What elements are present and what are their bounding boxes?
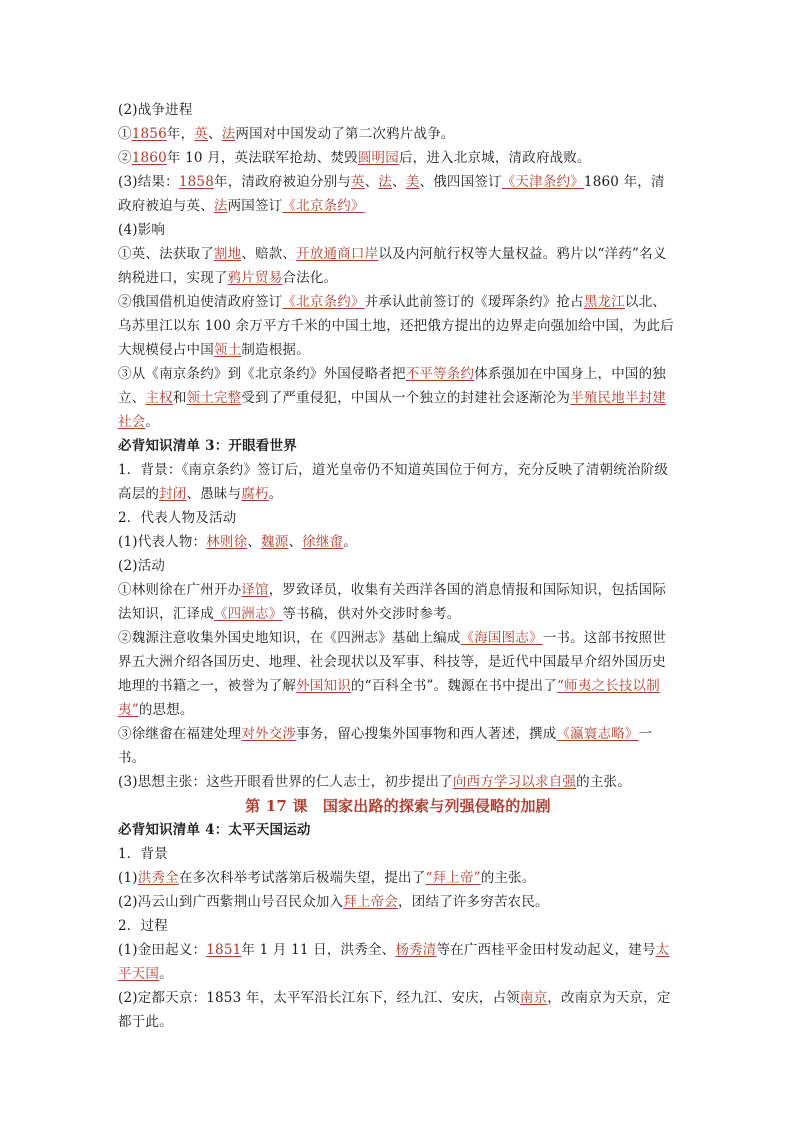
text-run: 第 17 课 国家出路的探索与列强侵略的加剧 bbox=[245, 797, 551, 815]
key-term: 《四洲志》 bbox=[213, 606, 283, 622]
text-run: 、 bbox=[288, 534, 303, 550]
text-run: 、 bbox=[364, 174, 379, 190]
paragraph bbox=[118, 722, 678, 770]
text-run: (2)活动 bbox=[118, 558, 166, 574]
key-term: 太平天国 bbox=[118, 942, 670, 982]
text-run: 、愚昧与 bbox=[186, 486, 242, 502]
text-run: 以及内河航行权等大量权益。鸦片以“洋药”名义纳税进口，实现了 bbox=[118, 246, 667, 286]
key-term: 黑龙江 bbox=[583, 294, 625, 310]
text-run: 的思想。 bbox=[138, 702, 194, 718]
paragraph bbox=[118, 578, 678, 626]
text-run: (1)代表人物： bbox=[118, 534, 207, 550]
paragraph bbox=[118, 554, 678, 578]
text-run: 事务，留心搜集外国事物和西人著述，撰成 bbox=[296, 726, 557, 742]
paragraph bbox=[118, 890, 678, 914]
key-term: 译馆 bbox=[241, 582, 269, 598]
text-run: 年，清政府被迫分别与 bbox=[214, 174, 351, 190]
text-run: ①英、法获取了 bbox=[118, 246, 214, 262]
paragraph bbox=[118, 242, 678, 290]
text-run: ，改南京为天京，定都于此。 bbox=[118, 990, 671, 1030]
paragraph bbox=[118, 938, 678, 986]
key-term: 不平等条约 bbox=[405, 366, 475, 382]
key-term: 《天津条约》 bbox=[501, 174, 584, 190]
text-run: 和 bbox=[172, 390, 187, 406]
key-term: 开放通商口岸 bbox=[296, 246, 379, 262]
text-run: ① bbox=[118, 126, 132, 142]
text-run: (1) bbox=[118, 870, 138, 886]
text-run: 的主张。 bbox=[576, 774, 631, 790]
key-term: 徐继畬 bbox=[302, 534, 344, 550]
paragraph bbox=[118, 122, 678, 146]
text-run: ③从《南京条约》到《北京条约》外国侵略者把 bbox=[118, 366, 406, 382]
text-run: 年， bbox=[166, 126, 195, 142]
text-run: 、俄四国签订 bbox=[419, 174, 502, 190]
text-run: 、 bbox=[247, 534, 262, 550]
text-run: ，团结了许多穷苦农民。 bbox=[398, 894, 549, 910]
key-term: 外国知识 bbox=[296, 678, 351, 694]
key-term: 英 bbox=[194, 126, 208, 142]
text-run: (4)影响 bbox=[118, 222, 166, 238]
key-term: 对外交涉 bbox=[241, 726, 297, 742]
key-term: 法 bbox=[213, 198, 228, 214]
key-term: 封闭 bbox=[159, 486, 187, 502]
key-term: 美 bbox=[405, 174, 420, 190]
text-run: 2．代表人物及活动 bbox=[118, 510, 237, 526]
key-term: 拜上帝会 bbox=[343, 894, 399, 910]
text-run: (2)战争进程 bbox=[118, 102, 193, 118]
paragraph bbox=[118, 626, 678, 722]
paragraph bbox=[118, 290, 678, 362]
key-term: 洪秀全 bbox=[137, 870, 179, 886]
key-term: 鸦片贸易 bbox=[227, 270, 283, 286]
key-term: 领土完整 bbox=[186, 390, 242, 406]
paragraph bbox=[118, 986, 678, 1034]
text-run: 。 bbox=[145, 414, 160, 430]
text-run: 两国签订 bbox=[227, 198, 283, 214]
paragraph bbox=[118, 506, 678, 530]
key-term: 英 bbox=[351, 174, 365, 190]
text-run: 合法化。 bbox=[282, 270, 338, 286]
key-term: 1858 bbox=[178, 174, 214, 190]
paragraph bbox=[118, 362, 678, 434]
text-run: ，罗致译员，收集有关西洋各国的消息情报和国际知识，包括国际法知识，汇译成 bbox=[118, 582, 667, 622]
key-term: 1856 bbox=[131, 126, 167, 142]
text-run: 在多次科举考试落第后极端失望，提出了 bbox=[178, 870, 426, 886]
key-term: 法 bbox=[221, 126, 236, 142]
key-term: 半殖民地半封建社会 bbox=[118, 390, 667, 430]
text-run: 制造根据。 bbox=[241, 342, 310, 358]
key-term: 魏源 bbox=[261, 534, 289, 550]
text-run: ①林则徐在广州开办 bbox=[118, 582, 242, 598]
text-run: (2)定都天京：1853 年，太平军沿长江东下，经九江、安庆，占领 bbox=[118, 990, 520, 1006]
text-run: 的主张。 bbox=[480, 870, 536, 886]
text-run: ②俄国借机迫使清政府签订 bbox=[118, 294, 283, 310]
paragraph bbox=[118, 866, 678, 890]
text-run: 体系强加在中国身上，中国的独立、 bbox=[118, 366, 667, 406]
lesson-title bbox=[118, 794, 678, 818]
text-run: 。 bbox=[268, 486, 283, 502]
text-run: 1．背景：《南京条约》签订后，道光皇帝仍不知道英国位于何方，充分反映了清朝统治阶级高层的 bbox=[118, 462, 669, 502]
text-run: 2．过程 bbox=[118, 918, 168, 934]
key-term: 腐朽 bbox=[241, 486, 269, 502]
text-run: 等在广西桂平金田村发动起义，建号 bbox=[436, 942, 656, 958]
text-run: (3)思想主张：这些开眼看世界的仁人志士，初步提出了 bbox=[118, 774, 453, 790]
text-run: (3)结果： bbox=[118, 174, 179, 190]
text-run: 必背知识清单 4：太平天国运动 bbox=[118, 822, 311, 838]
key-term: 法 bbox=[378, 174, 393, 190]
key-term: 《海国图志》 bbox=[460, 630, 543, 646]
text-run: 两国对中国发动了第二次鸦片战争。 bbox=[235, 126, 455, 142]
text-run: ③徐继畬在福建处理 bbox=[118, 726, 242, 742]
paragraph bbox=[118, 218, 678, 242]
key-term: 杨秀清 bbox=[395, 942, 437, 958]
text-run: (2)冯云山到广西紫荆山号召民众加入 bbox=[118, 894, 344, 910]
text-run: 后，进入北京城，清政府战败。 bbox=[398, 150, 591, 166]
text-run: 、 bbox=[207, 126, 222, 142]
text-run: 一书。这部书按照世界五大洲介绍各国历史、地理、社会现状以及军事、科技等，是近代中国最早介绍外国历史地理的书籍之一，被誉为了解 bbox=[118, 630, 667, 694]
text-run: 、 bbox=[392, 174, 406, 190]
paragraph bbox=[118, 914, 678, 938]
paragraph bbox=[118, 530, 678, 554]
section-heading bbox=[118, 434, 678, 458]
paragraph bbox=[118, 170, 678, 218]
text-run: ② bbox=[118, 150, 132, 166]
text-run: 年 10 月，英法联军抢劫、焚毁 bbox=[166, 150, 358, 166]
key-term: “拜上帝” bbox=[425, 870, 481, 886]
key-term: 1851 bbox=[206, 942, 242, 958]
text-run: 以北、乌苏里江以东 100 余万平方千米的中国土地，还把俄方提出的边界走向强加给中国，为此后大规模侵占中国 bbox=[118, 294, 674, 358]
key-term: 林则徐 bbox=[206, 534, 248, 550]
text-run: 受到了严重侵犯，中国从一个独立的封建社会逐渐沦为 bbox=[241, 390, 571, 406]
text-run: 、赔款、 bbox=[241, 246, 297, 262]
text-run: 1860 年，清政府被迫与英、 bbox=[118, 174, 665, 214]
section-heading bbox=[118, 818, 678, 842]
key-term: 《瀛寰志略》 bbox=[556, 726, 639, 742]
text-run: 1．背景 bbox=[118, 846, 168, 862]
text-run: 一书。 bbox=[118, 726, 653, 766]
text-run: 年 1 月 11 日，洪秀全、 bbox=[241, 942, 396, 958]
text-run: 。 bbox=[343, 534, 357, 550]
key-term: 《北京条约》 bbox=[282, 198, 365, 214]
key-term: 领土 bbox=[213, 342, 242, 358]
text-run: ②魏源注意收集外国史地知识，在《四洲志》基础上编成 bbox=[118, 630, 461, 646]
text-run: 的“百科全书”。魏源在书中提出了 bbox=[350, 678, 557, 694]
text-run: 。 bbox=[159, 966, 173, 982]
document-body bbox=[118, 98, 678, 1034]
paragraph bbox=[118, 770, 678, 794]
key-term: 《北京条约》 bbox=[282, 294, 365, 310]
key-term: “师夷之长技以制夷” bbox=[118, 678, 660, 718]
key-term: 割地 bbox=[213, 246, 242, 262]
paragraph bbox=[118, 98, 678, 122]
text-run: (1)金田起义： bbox=[118, 942, 207, 958]
key-term: 1860 bbox=[131, 150, 167, 166]
key-term: 圆明园 bbox=[357, 150, 399, 166]
text-run: 等书稿，供对外交涉时参考。 bbox=[282, 606, 461, 622]
key-term: 主权 bbox=[145, 390, 173, 406]
paragraph bbox=[118, 458, 678, 506]
paragraph bbox=[118, 842, 678, 866]
key-term: 向西方学习以求自强 bbox=[452, 774, 577, 790]
key-term: 南京 bbox=[519, 990, 548, 1006]
text-run: 必背知识清单 3：开眼看世界 bbox=[118, 438, 297, 454]
text-run: 并承认此前签订的《瑷珲条约》抢占 bbox=[364, 294, 584, 310]
paragraph bbox=[118, 146, 678, 170]
